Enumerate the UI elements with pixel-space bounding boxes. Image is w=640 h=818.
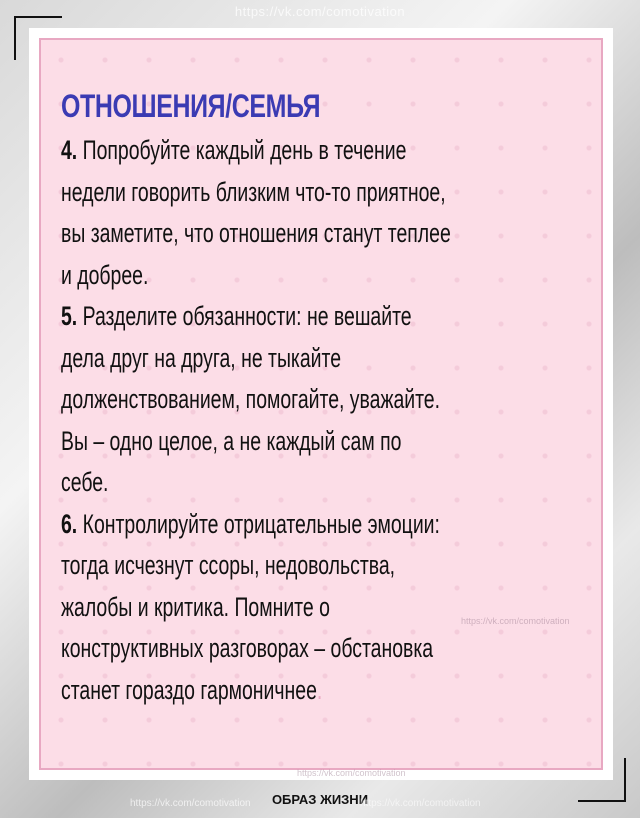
item-6-line-2: тогда исчезнут ссоры, недовольства,: [61, 550, 396, 580]
card-frame: [29, 28, 613, 780]
item-6-line-5: [61, 670, 435, 712]
item-6-text-5: станет гораздо гармоничнее: [61, 674, 317, 705]
watermark-middle: https://vk.com/comotivation: [461, 616, 570, 626]
watermark-bottom-right: https://vk.com/comotivation: [360, 798, 481, 809]
item-5-line-5: себе.: [61, 467, 109, 497]
item-6: [61, 504, 581, 712]
item-5-line-2: дела друг на друга, не тыкайте: [61, 342, 342, 373]
watermark-bottom: https://vk.com/comotivation: [130, 798, 251, 809]
item-6-text-1: Контролируйте отрицательные эмоции:: [77, 508, 440, 539]
watermark-inner-bottom: https://vk.com/comotivation: [297, 768, 406, 778]
item-5-number: 5.: [61, 301, 78, 331]
watermark-top: https://vk.com/comotivation: [234, 4, 406, 19]
item-6-line-4: конструктивных разговорах – обстановка: [61, 633, 434, 663]
item-4: [61, 130, 581, 296]
corner-top-left-v: [14, 16, 16, 60]
item-4-number: 4.: [61, 135, 78, 165]
item-5: [61, 296, 581, 504]
item-5-line-1: [61, 296, 435, 338]
footer-label: ОБРАЗ ЖИЗНИ: [271, 792, 369, 807]
item-4-line-1: [61, 130, 435, 172]
trailing-dot: .: [316, 674, 323, 705]
section-heading: ОТНОШЕНИЯ/СЕМЬЯ: [61, 88, 321, 124]
item-4-line-4: и добрее.: [61, 259, 149, 290]
item-4-line-3: вы заметите, что отношения станут теплее: [61, 218, 451, 248]
item-4-line-2: недели говорить близким что-то приятное,: [61, 176, 446, 207]
item-6-line-3: жалобы и критика. Помните о: [61, 591, 330, 622]
item-6-number: 6.: [61, 508, 78, 539]
card: [39, 38, 603, 778]
item-5-line-4: Вы – одно целое, а не каждый сам по: [61, 425, 402, 456]
item-5-line-3: долженствованием, помогайте, уважайте.: [61, 384, 441, 414]
item-5-text-1: Разделите обязанности: не вешайте: [77, 301, 412, 331]
item-4-text-1: Попробуйте каждый день в течение: [77, 135, 407, 165]
item-6-line-1: [61, 504, 440, 546]
